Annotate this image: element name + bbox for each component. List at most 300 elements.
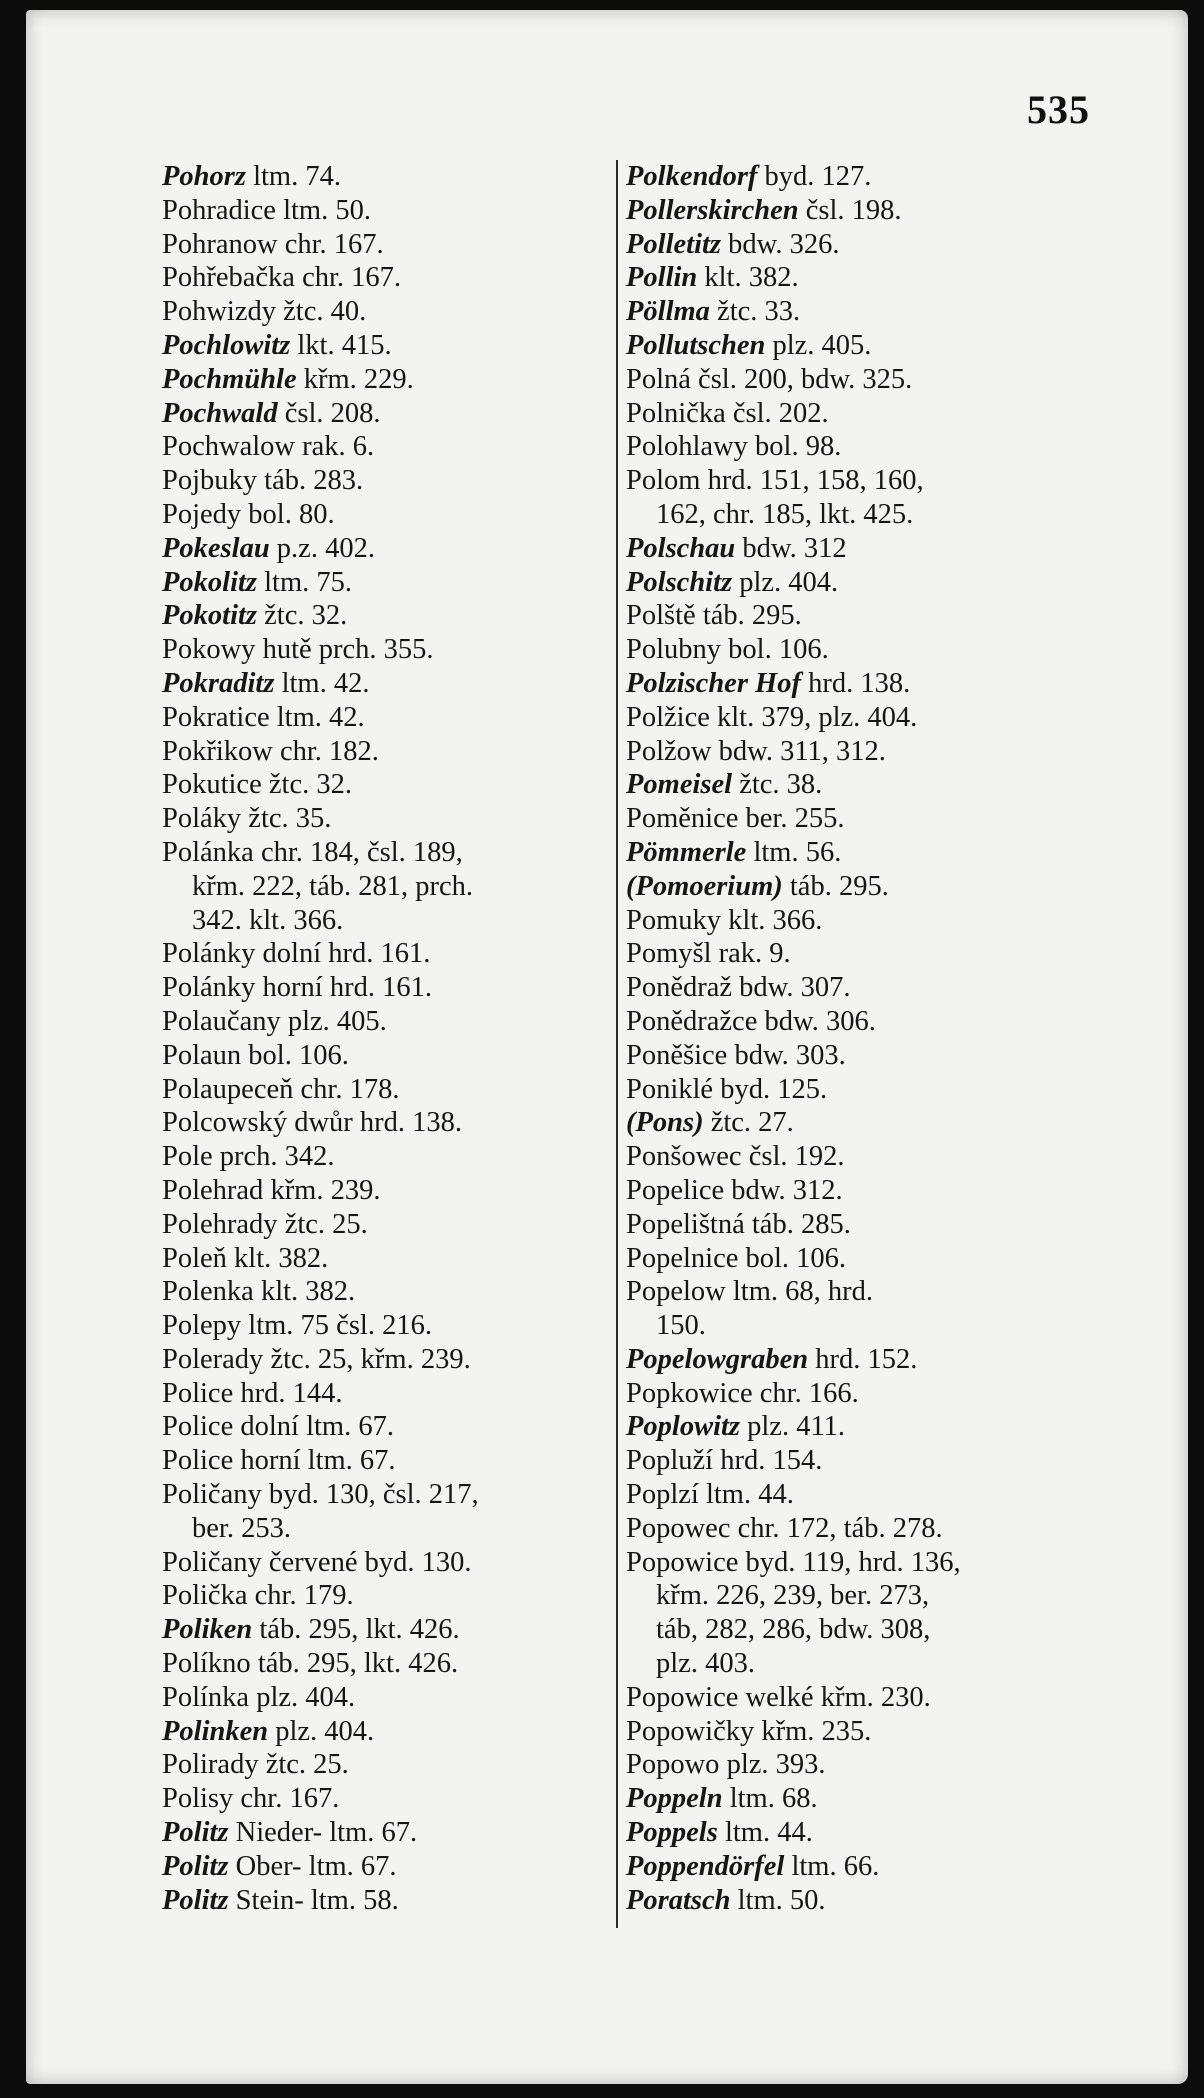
entry-reference: čsl. 208. [277,397,381,429]
index-entry [626,1073,1086,1107]
entry-reference: bol. 106. [738,1242,847,1274]
entry-reference: rak. 9. [711,938,791,970]
entry-name: Poličany [162,1479,262,1511]
entry-name: Ponědraž [626,972,733,1004]
entry-reference: ltm. 68. [722,1783,818,1815]
entry-reference: chr. 166. [752,1377,859,1409]
index-entry [626,1512,1086,1546]
index-entry [162,1140,602,1174]
index-entry [626,1410,1086,1444]
entry-continuation: 162, chr. 185, lkt. 425. [656,498,914,530]
entry-name: Poleň [162,1242,227,1274]
entry-name: Pokřikow [162,735,273,767]
entry-reference: ltm. 42. [269,701,365,733]
entry-name: Popowo [626,1749,720,1781]
book-page [26,10,1188,2084]
index-entry [162,1242,602,1276]
entry-name: Polom [626,465,701,497]
index-entry [162,1715,602,1749]
index-entry [162,802,602,836]
index-entry [162,1275,602,1309]
entry-name: Polehrady [162,1208,278,1240]
entry-reference: p.z. 402. [269,532,375,564]
entry-reference: bdw. 312. [724,1174,843,1206]
entry-name: Polschau [626,532,736,564]
entry-name: Pöllma [626,296,710,328]
entry-reference: dwůr hrd. 138. [287,1107,463,1139]
entry-reference: plz. 405. [280,1005,387,1037]
entry-reference: táb. 295, lkt. 426. [250,1648,459,1680]
entry-reference: bdw. 303. [727,1039,846,1071]
entry-reference: hrd. 144. [233,1377,343,1409]
entry-reference: čsl. 202. [725,397,829,429]
index-entry [162,464,602,498]
entry-name: Popowičky [626,1715,755,1747]
entry-name: Pömmerle [626,836,747,868]
entry-name: Polaučany [162,1005,281,1037]
index-entry [162,1039,602,1073]
entry-continuation: táb, 282, 286, bdw. 308, [656,1614,931,1646]
entry-reference: welké křm. 230. [738,1681,931,1713]
index-entry [626,735,1086,769]
entry-name: Pochlowitz [162,329,291,361]
entry-name: Polžow [626,735,712,767]
entry-name: Pohorz [162,161,246,192]
index-entry [626,1715,1086,1749]
entry-name: Popelištná [626,1208,745,1240]
entry-name: Pollerskirchen [626,194,799,226]
entry-reference: žtc. 27. [703,1107,794,1139]
entry-name: Pokeslau [162,532,270,564]
entry-name: Polánky [162,938,256,970]
entry-reference: klt. 382. [253,1276,356,1308]
entry-reference: žtc. 38. [732,769,823,801]
index-entry [626,1275,1086,1309]
entry-name: Police [162,1377,234,1409]
index-entry [626,1748,1086,1782]
entry-name: Poněšice [626,1039,728,1071]
index-entry [162,971,602,1005]
index-entry [162,397,602,431]
entry-name: Pomuky [626,904,722,936]
entry-reference: bdw. 312 [735,532,847,564]
entry-name: Pohranow [162,228,278,260]
entry-name: Poplzí [626,1479,699,1511]
index-entry [162,1782,602,1816]
index-entry [626,1106,1086,1140]
entry-name: Pokutice [162,769,262,801]
entry-name: Pohřebačka [162,262,295,294]
entry-name: Poliken [162,1614,253,1646]
index-entry [626,160,1086,194]
index-entry [162,667,602,701]
entry-name: Pollin [626,262,698,294]
entry-reference: hrd. 154. [713,1445,823,1477]
entry-name: Pohwizdy [162,296,276,328]
entry-name: Popowec [626,1512,731,1544]
entry-reference: klt. 382. [226,1242,329,1274]
index-entry [162,228,602,262]
entry-reference: ltm. 44. [698,1479,794,1511]
entry-reference: horní hrd. 161. [255,972,432,1004]
entry-reference: červené byd. 130. [261,1546,472,1578]
index-entry [626,1174,1086,1208]
index-entry [162,1850,602,1884]
index-entry [626,1884,1086,1918]
entry-reference: chr. 178. [293,1073,400,1105]
entry-reference: chr. 172, táb. 278. [730,1512,943,1544]
entry-name: (Pons) [626,1107,704,1139]
index-entry [626,261,1086,295]
entry-name: Politz [162,1850,229,1882]
entry-reference: křm. 239. [263,1174,381,1206]
entry-name: Politz [162,1884,229,1916]
entry-reference: byd. 125. [713,1073,828,1105]
entry-reference: ltm. 75. [257,566,353,598]
index-entry [626,937,1086,971]
entry-name: Polička [162,1580,248,1612]
index-entry [162,1884,602,1918]
entry-name: Poniklé [626,1073,714,1105]
index-entry [162,1073,602,1107]
index-entry [626,464,1086,498]
entry-name: Pole [162,1141,213,1173]
entry-reference: ltm. 50. [730,1884,826,1916]
index-entry [626,329,1086,363]
entry-reference: ltm. 75 čsl. 216. [241,1310,432,1342]
entry-name: Políkno [162,1648,251,1680]
index-entry [162,836,602,870]
entry-name: Poppendörfel [626,1850,785,1882]
entry-reference: rak. 6. [294,431,375,463]
index-entry [162,295,602,329]
index-entry [162,768,602,802]
entry-name: Polenka [162,1276,254,1308]
index-entry [626,228,1086,262]
index-entry [162,1546,602,1580]
index-entry [162,1174,602,1208]
entry-reference: hrd. 152. [808,1343,918,1375]
index-entry [626,397,1086,431]
index-entry [626,701,1086,735]
entry-reference: chr. 184, čsl. 189, [253,836,463,868]
entry-name: Pomyšl [626,938,712,970]
entry-reference: chr. 167. [294,262,402,294]
entry-reference: ltm. 68, hrd. [725,1276,873,1308]
entry-name: Polehrad [162,1174,264,1206]
entry-reference: ltm. 56. [746,836,842,868]
index-entry [626,768,1086,802]
index-entry [626,802,1086,836]
index-entry [626,1782,1086,1816]
entry-continuation: ber. 253. [192,1512,291,1544]
entry-name: Poppels [626,1817,718,1849]
index-entry [162,566,602,600]
entry-reference: křm. 229. [296,363,414,395]
index-entry [626,904,1086,938]
index-entry [162,1208,602,1242]
entry-reference: táb. 283. [257,465,364,497]
index-entry [162,430,602,464]
entry-name: Ponšowec [626,1141,742,1173]
entry-reference: lkt. 415. [290,329,392,361]
index-entry [162,1748,602,1782]
entry-name: Popowice [626,1546,739,1578]
entry-name: Poličany [162,1546,262,1578]
entry-reference: Stein- ltm. 58. [228,1884,399,1916]
entry-reference: táb. 295. [695,600,802,632]
index-entry [626,1208,1086,1242]
entry-reference: hrd. 138. [800,667,911,699]
entry-reference: žtc. 33. [709,296,801,328]
index-entry [626,1377,1086,1411]
right-column [626,160,1086,1917]
entry-reference: plz. 404. [249,1681,356,1713]
entry-reference: žtc. 32. [257,600,348,632]
entry-reference: bdw. 326. [721,228,840,260]
entry-continuation: plz. 403. [656,1648,755,1680]
entry-name: Polohlawy [626,431,748,463]
entry-name: Pollutschen [626,329,766,361]
index-entry [626,1546,1086,1580]
entry-name: Polisy [162,1783,234,1815]
index-entry [626,1242,1086,1276]
index-entry [626,599,1086,633]
index-entry [626,1681,1086,1715]
entry-reference: čsl. 200, bdw. 325. [690,363,913,395]
page-number: 535 [1027,87,1090,132]
entry-name: Pohradice [162,194,276,226]
entry-name: Poláky [162,803,242,835]
entry-reference: dolní hrd. 161. [255,938,431,970]
entry-name: Popluží [626,1445,714,1477]
entry-name: Popelowgraben [626,1343,809,1375]
index-entry [162,701,602,735]
entry-continuation: 342. klt. 366. [192,904,344,936]
entry-name: Poppeln [626,1783,723,1815]
entry-name: Police [162,1411,234,1443]
entry-name: Popowice [626,1681,739,1713]
entry-name: Polcowský [162,1107,288,1139]
entry-reference: žtc. 25. [258,1749,349,1781]
index-entry [626,971,1086,1005]
entry-reference: horní ltm. 67. [233,1445,396,1477]
entry-name: Poměnice [626,803,739,835]
entry-name: Polirady [162,1749,259,1781]
entry-name: Popkowice [626,1377,753,1409]
entry-reference: byd. 119, hrd. 136, [738,1546,961,1578]
entry-reference: chr. 167. [233,1783,340,1815]
index-entry [162,1377,602,1411]
entry-reference: prch. 342. [212,1141,335,1173]
entry-reference: byd. 130, čsl. 217, [261,1479,479,1511]
index-entry [626,1039,1086,1073]
entry-reference: žtc. 25, křm. 239. [263,1343,471,1375]
index-entry [626,667,1086,701]
index-entry [162,1579,602,1613]
entry-reference: ltm. 44. [717,1817,813,1849]
entry-name: (Pomoerium) [626,870,783,902]
index-entry [626,1478,1086,1512]
entry-reference: bol. 106. [721,634,829,666]
entry-reference: ber. 255. [738,803,845,835]
entry-name: Poratsch [626,1884,731,1916]
entry-reference: plz. 404. [268,1715,375,1747]
entry-reference: bol. 98. [747,431,842,463]
index-entry [162,1309,602,1343]
entry-name: Pojedy [162,498,242,530]
entry-name: Polletitz [626,228,721,260]
index-entry [626,430,1086,464]
index-entry [162,532,602,566]
index-entry [162,1343,602,1377]
index-entry [162,498,602,532]
entry-name: Poplowitz [626,1411,741,1443]
index-entry [162,599,602,633]
entry-continuation: 150. [656,1310,706,1342]
entry-name: Pojbuky [162,465,258,497]
index-entry [626,363,1086,397]
entry-reference: hutě prch. 355. [255,634,434,666]
entry-name: Pokotitz [162,600,258,632]
entry-reference: žtc. 32. [261,769,352,801]
entry-name: Pochmühle [162,363,297,395]
index-entry [162,1005,602,1039]
entry-name: Polaupeceň [162,1073,294,1105]
entry-name: Pomeisel [626,769,733,801]
entry-reference: táb. 295, lkt. 426. [252,1614,460,1646]
left-column [162,160,602,1917]
entry-reference: byd. 127. [757,161,872,192]
entry-reference: ltm. 42. [274,667,370,699]
index-entry [626,1005,1086,1039]
entry-name: Popelnice [626,1242,739,1274]
entry-name: Polínka [162,1681,250,1713]
entry-name: Pokraditz [162,667,275,699]
entry-name: Polnička [626,397,726,429]
entry-name: Polná [626,363,691,395]
index-entry [162,1478,602,1512]
entry-name: Polerady [162,1343,264,1375]
entry-name: Pokowy [162,634,256,666]
entry-reference: plz. 411. [740,1411,846,1443]
entry-continuation: křm. 226, 239, ber. 273, [656,1580,930,1612]
index-entry [162,261,602,295]
entry-reference: křm. 235. [754,1715,872,1747]
index-entry [626,1343,1086,1377]
entry-reference: bdw. 311, 312. [711,735,886,767]
entry-name: Pokratice [162,701,270,733]
entry-reference: chr. 179. [247,1580,354,1612]
entry-reference: táb. 285. [744,1208,851,1240]
entry-reference: chr. 182. [272,735,379,767]
index-entry [162,194,602,228]
entry-name: Pochwald [162,397,278,429]
index-entry [626,532,1086,566]
entry-reference: klt. 382. [697,262,799,294]
index-entry [162,1613,602,1647]
index-entry [626,1444,1086,1478]
entry-name: Polschitz [626,566,733,598]
index-entry [162,1106,602,1140]
entry-reference: Nieder- ltm. 67. [228,1817,418,1849]
entry-name: Police [162,1445,234,1477]
entry-name: Polubny [626,634,722,666]
entry-reference: čsl. 198. [798,194,902,226]
entry-reference: klt. 366. [721,904,823,936]
entry-reference: ltm. 50. [275,194,371,226]
index-entry [162,1647,602,1681]
entry-name: Polánky [162,972,256,1004]
entry-name: Politz [162,1817,229,1849]
entry-reference: klt. 379, plz. 404. [709,701,918,733]
index-entry [162,633,602,667]
entry-name: Ponědražce [626,1005,758,1037]
index-entry [162,1681,602,1715]
entry-name: Polinken [162,1715,269,1747]
entry-name: Polzischer Hof [626,667,801,699]
entry-continuation: křm. 222, táb. 281, prch. [192,870,473,902]
entry-reference: plz. 404. [732,566,839,598]
entry-reference: ltm. 74. [245,161,341,192]
index-entry [626,1816,1086,1850]
index-entry [162,1444,602,1478]
entry-reference: bdw. 306. [757,1005,876,1037]
entry-reference: plz. 393. [719,1749,826,1781]
entry-reference: hrd. 151, 158, 160, [700,465,924,497]
entry-name: Popelow [626,1276,726,1308]
entry-name: Polkendorf [626,161,758,192]
index-entry [162,937,602,971]
entry-reference: žtc. 40. [276,296,367,328]
index-entry [626,836,1086,870]
entry-name: Polžice [626,701,710,733]
index-entry [626,870,1086,904]
entry-reference: bol. 106. [241,1039,349,1071]
index-entry [162,735,602,769]
entry-name: Polaun [162,1039,242,1071]
entry-reference: plz. 405. [765,329,872,361]
entry-reference: žtc. 35. [241,803,332,835]
index-entry [626,566,1086,600]
index-entry [626,633,1086,667]
index-entry [162,1816,602,1850]
entry-reference: dolní ltm. 67. [233,1411,394,1443]
entry-name: Polepy [162,1310,242,1342]
entry-reference: ltm. 66. [784,1850,880,1882]
index-entry [626,295,1086,329]
entry-name: Polánka [162,836,254,868]
entry-reference: žtc. 25. [277,1208,368,1240]
entry-reference: čsl. 192. [741,1141,845,1173]
entry-name: Pokolitz [162,566,258,598]
entry-name: Pochwalow [162,431,295,463]
entry-reference: táb. 295. [782,870,889,902]
entry-reference: bol. 80. [241,498,335,530]
column-divider [616,160,618,1928]
entry-reference: bdw. 307. [732,972,851,1004]
index-entry [626,194,1086,228]
entry-name: Popelice [626,1174,725,1206]
index-entry [162,160,602,194]
index-entry [162,329,602,363]
entry-name: Polště [626,600,696,632]
index-entry [162,363,602,397]
index-entry [162,1410,602,1444]
entry-reference: Ober- ltm. 67. [228,1850,397,1882]
entry-reference: chr. 167. [277,228,384,260]
index-entry [626,1850,1086,1884]
